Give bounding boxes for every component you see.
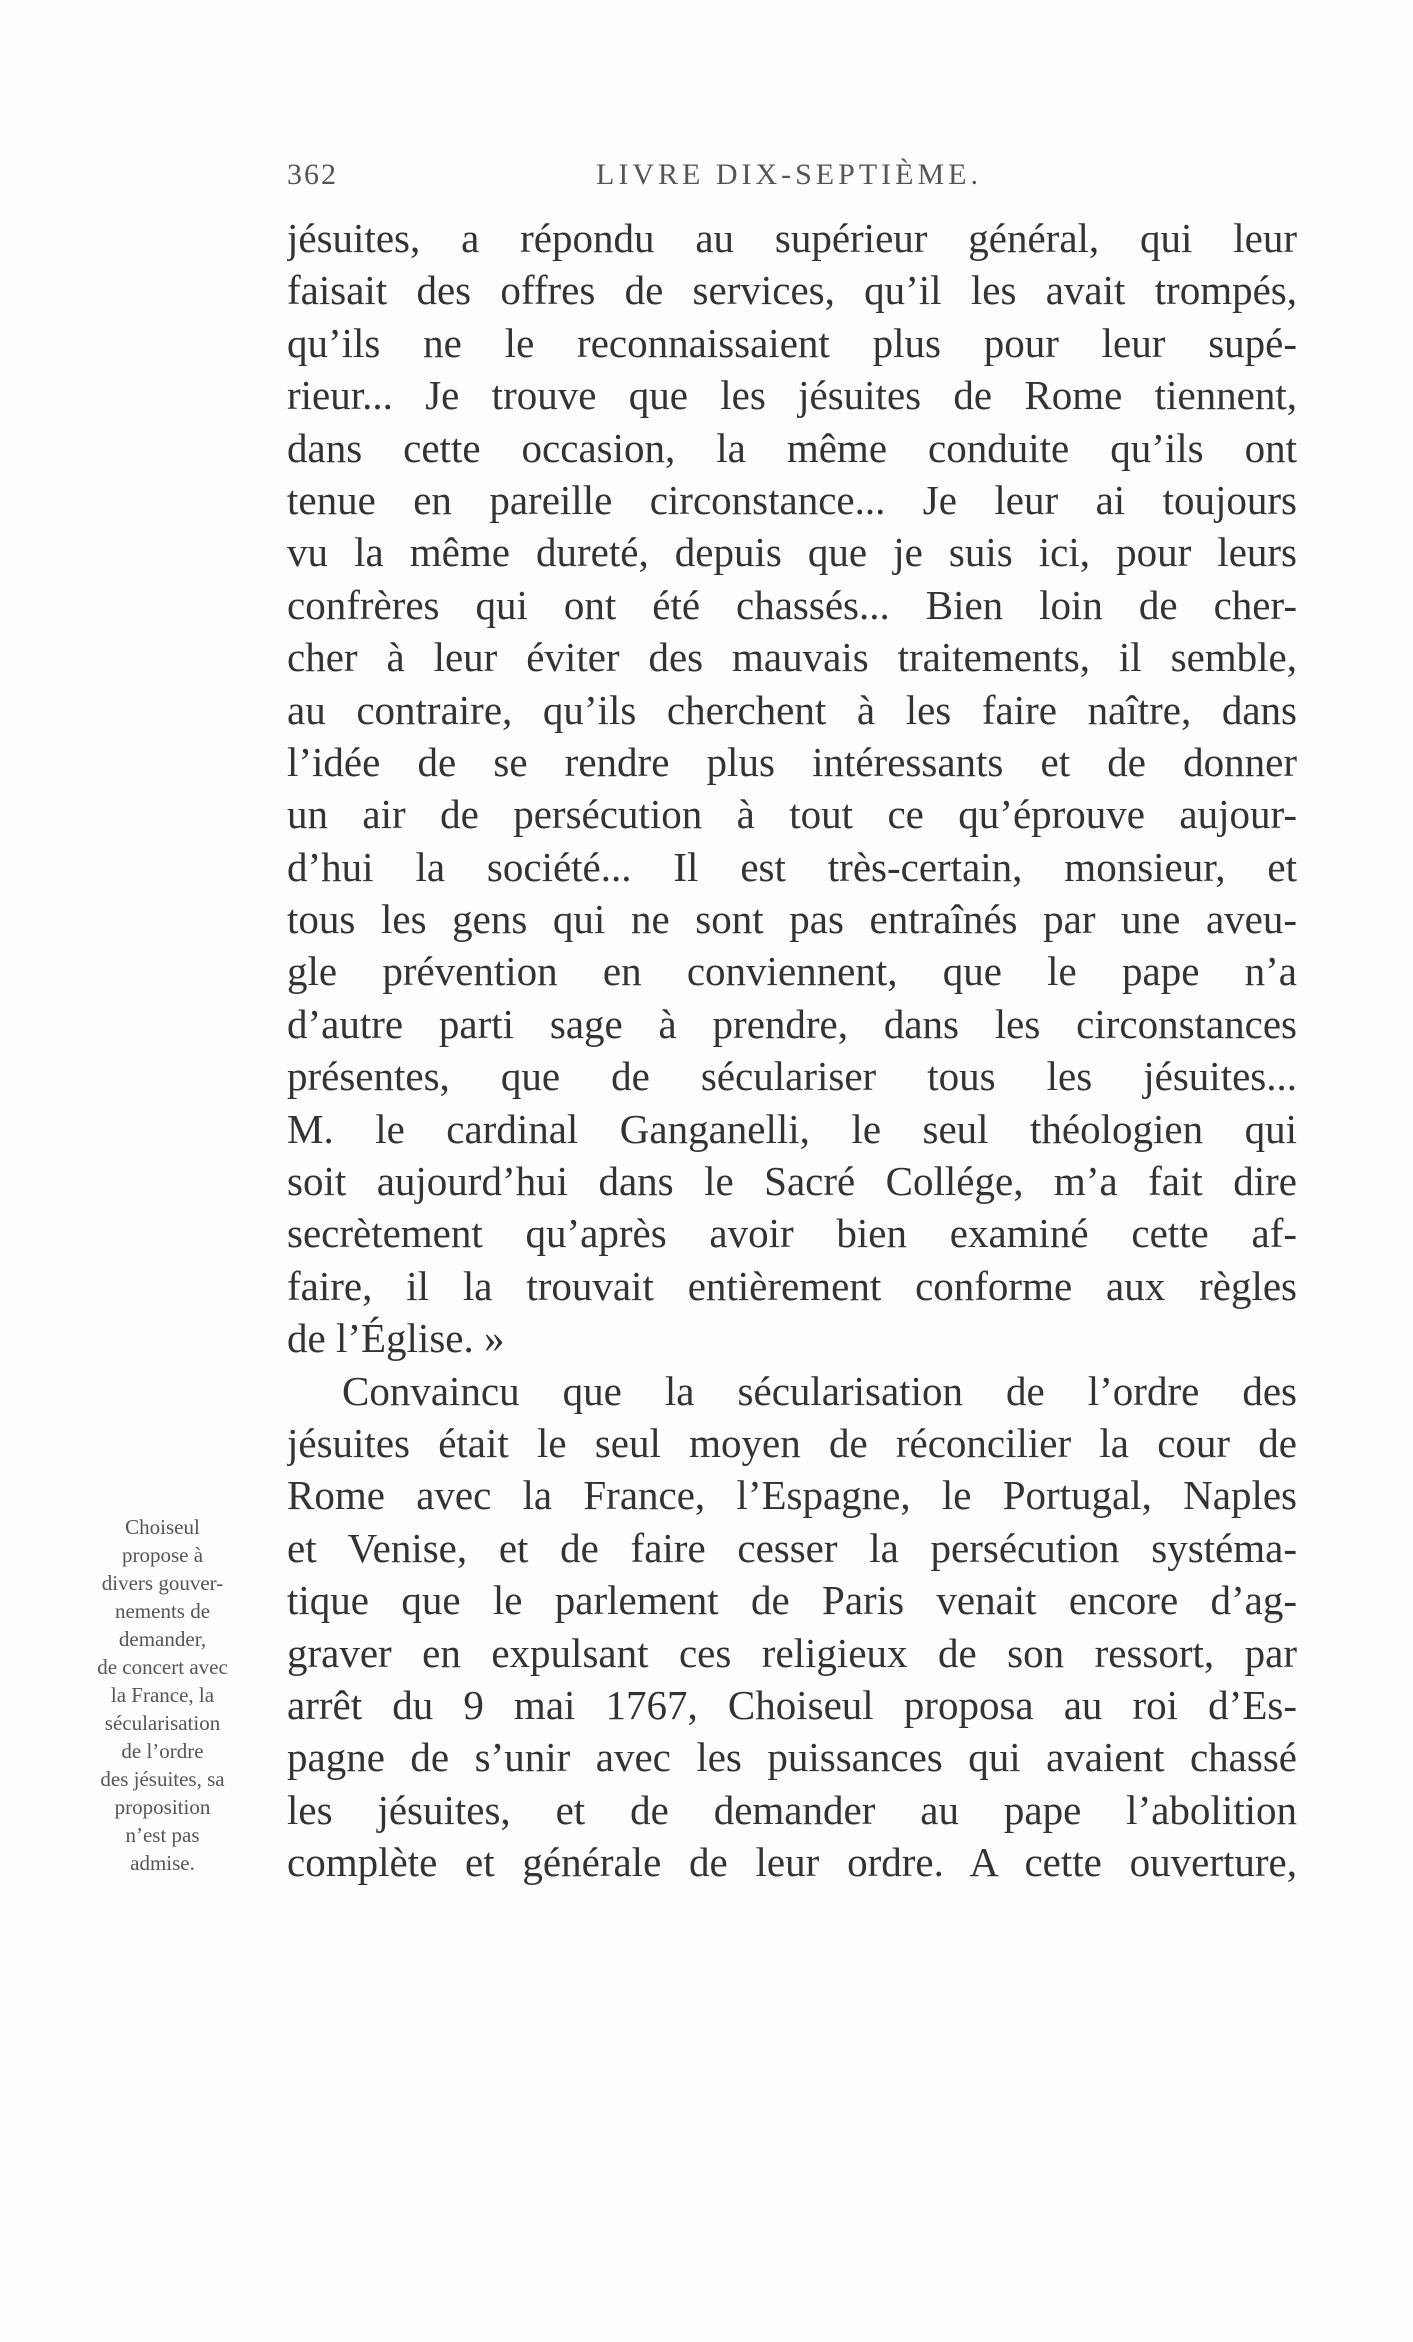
text-line: présentes, que de séculariser tous les jésuites... bbox=[287, 1053, 1297, 1100]
text-line: tenue en pareille circonstance... Je leur ai toujours bbox=[287, 476, 1297, 523]
paragraph-first-line: Convaincu que la sécularisation de l’ordre des bbox=[342, 1367, 1297, 1414]
margin-note-line: de l’ordre bbox=[121, 1739, 204, 1763]
text-line: gle prévention en conviennent, que le pape n’a bbox=[287, 948, 1297, 995]
text-line: complète et générale de leur ordre. A cette ouverture, bbox=[287, 1839, 1297, 1886]
text-line: M. le cardinal Ganganelli, le seul théologien qui bbox=[287, 1105, 1297, 1152]
text-line: confrères qui ont été chassés... Bien loin de cher- bbox=[287, 581, 1297, 628]
text-line: de l’Église. » bbox=[287, 1315, 505, 1362]
text-line: dans cette occasion, la même conduite qu’ils ont bbox=[287, 424, 1297, 471]
margin-note-line: la France, la bbox=[110, 1683, 215, 1707]
running-head bbox=[287, 158, 1297, 198]
text-line: jésuites, a répondu au supérieur général, qui leur bbox=[287, 215, 1297, 261]
margin-note-line: Choiseul bbox=[125, 1515, 200, 1539]
text-line: jésuites était le seul moyen de réconcilier la cour de bbox=[287, 1419, 1297, 1466]
margin-note-line: divers gouver- bbox=[101, 1571, 224, 1595]
margin-note-line: n’est pas bbox=[125, 1823, 200, 1847]
margin-note-line: demander, bbox=[118, 1627, 207, 1651]
text-line: graver en expulsant ces religieux de son ressort, par bbox=[287, 1629, 1297, 1676]
page-number: 362 bbox=[287, 158, 338, 191]
text-line: rieur... Je trouve que les jésuites de Rome tiennent, bbox=[287, 372, 1297, 419]
running-title: LIVRE DIX-SEPTIÈME. bbox=[596, 158, 982, 191]
text-line: soit aujourd’hui dans le Sacré Collége, m’a fait dire bbox=[287, 1158, 1297, 1205]
text-line: un air de persécution à tout ce qu’éprouve aujour- bbox=[287, 791, 1297, 838]
text-line: l’idée de se rendre plus intéressants et de donner bbox=[287, 738, 1297, 785]
margin-note bbox=[55, 1513, 270, 1877]
text-line: tous les gens qui ne sont pas entraînés par une aveu- bbox=[287, 896, 1297, 943]
text-line: Rome avec la France, l’Espagne, le Portugal, Naples bbox=[287, 1472, 1297, 1519]
text-line: les jésuites, et de demander au pape l’abolition bbox=[287, 1786, 1297, 1833]
text-line: au contraire, qu’ils cherchent à les faire naître, dans bbox=[287, 686, 1297, 733]
text-line: arrêt du 9 mai 1767, Choiseul proposa au roi d’Es- bbox=[287, 1681, 1297, 1728]
text-line: faire, il la trouvait entièrement conforme aux règles bbox=[287, 1262, 1297, 1309]
margin-note-line: propose à bbox=[121, 1543, 204, 1567]
text-line: cher à leur éviter des mauvais traitements, il semble, bbox=[287, 634, 1297, 681]
margin-note-line: admise. bbox=[130, 1851, 195, 1875]
text-line: pagne de s’unir avec les puissances qui avaient chassé bbox=[287, 1734, 1297, 1781]
text-line: faisait des offres de services, qu’il les avait trompés, bbox=[287, 267, 1297, 314]
text-line: vu la même dureté, depuis que je suis ici, pour leurs bbox=[287, 529, 1297, 576]
margin-note-line: des jésuites, sa bbox=[100, 1767, 225, 1791]
margin-note-line: sécularisation bbox=[104, 1711, 221, 1735]
margin-note-line: de concert avec bbox=[97, 1655, 228, 1679]
text-line: secrètement qu’après avoir bien examiné cette af- bbox=[287, 1210, 1297, 1257]
text-line: d’hui la société... Il est très-certain, monsieur, et bbox=[287, 843, 1297, 890]
body-text bbox=[287, 212, 1297, 1889]
text-line: tique que le parlement de Paris venait encore d’ag- bbox=[287, 1577, 1297, 1624]
text-line: qu’ils ne le reconnaissaient plus pour leur supé- bbox=[287, 319, 1297, 366]
margin-note-line: nements de bbox=[114, 1599, 211, 1623]
margin-note-line: proposition bbox=[114, 1795, 211, 1819]
text-line: d’autre parti sage à prendre, dans les circonstances bbox=[287, 1000, 1297, 1047]
text-line: et Venise, et de faire cesser la persécution systéma- bbox=[287, 1524, 1297, 1571]
